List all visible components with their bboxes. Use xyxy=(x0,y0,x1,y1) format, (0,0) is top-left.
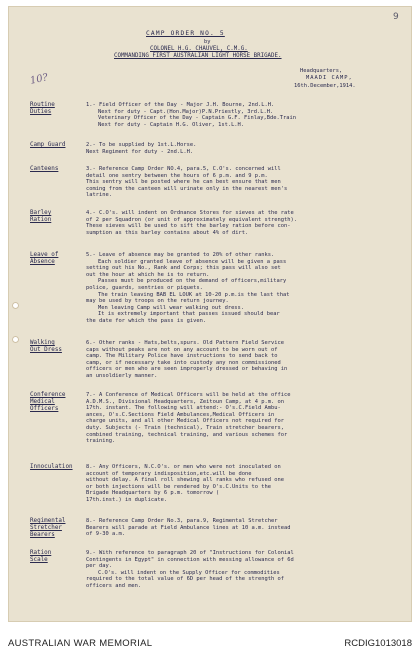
punch-hole xyxy=(12,302,19,309)
order-date: 16th.December,1914. xyxy=(294,83,356,89)
section-line: or both injections will be rendered by O's.C.Units to the xyxy=(86,483,271,490)
section-heading-inoculation xyxy=(30,464,73,471)
section-body-guard xyxy=(86,142,386,155)
section-heading-line: Medical xyxy=(30,398,55,405)
section-line: camp. The Military Police have instructions to send back to xyxy=(86,353,278,360)
section-line: 9.- With reference to paragraph 20 of "Instructions for Colonial xyxy=(86,550,294,556)
section-heading-routine xyxy=(30,102,55,116)
location-camp: MAADI CAMP, xyxy=(306,75,353,81)
section-line: Bearers will parade at Field Ambulance lines at 10 a.m. instead xyxy=(86,524,291,531)
section-line: an unsoldierly manner. xyxy=(86,372,158,379)
section-body-conference xyxy=(86,392,386,445)
section-line: training. xyxy=(86,438,116,445)
section-line: 1.- Field Officer of the Day - Major J.H. Bourne, 2nd.L.H. xyxy=(86,102,275,108)
section-line: Next Regiment for duty - 2nd.L.H. xyxy=(86,148,194,155)
section-line: caps without peaks are not on any account to be worn out of xyxy=(86,346,278,353)
section-line: 17th. instant. The following will attend:- O's.C.Field Ambu- xyxy=(86,405,281,412)
archive-id: RCDIG1013018 xyxy=(344,638,412,649)
section-body-walking xyxy=(86,340,386,380)
section-line: C.O's. will indent on the Supply Officer for commodities xyxy=(98,569,280,576)
section-heading-ration xyxy=(30,550,51,564)
archive-name: AUSTRALIAN WAR MEMORIAL xyxy=(8,638,153,649)
section-line: Contingents in Egypt" in connection with messing allowance of 6d xyxy=(86,556,294,563)
section-heading-line: Bearers xyxy=(30,531,55,538)
section-heading-line: Ration xyxy=(30,216,52,223)
section-line: combined training, technical training, and various schemes for xyxy=(86,431,288,438)
section-line: setting out his No., Rank and Corps; this pass will also set xyxy=(86,265,281,272)
section-line: sumption as this barley contains about 4% of dirt. xyxy=(86,229,249,236)
section-heading-guard xyxy=(30,142,65,149)
order-command: COMMANDING FIRST AUSTRALIAN LIGHT HORSE BRIGADE. xyxy=(114,53,282,59)
section-line: 8.- Any Officers, N.C.O's. or men who were not inoculated on xyxy=(86,464,281,470)
section-line: duty. Subjects (- Train (technical), Train stretcher bearers, xyxy=(86,424,284,431)
section-line: required to the total value of 6D per head of the strength of xyxy=(86,576,284,583)
section-line: without delay. A final roll shewing all ranks who refused one xyxy=(86,477,284,484)
section-body-stretcher xyxy=(86,518,386,538)
section-heading-line: Conference xyxy=(30,392,66,398)
section-body-leave xyxy=(86,252,386,325)
section-heading-line: Stretcher xyxy=(30,524,62,531)
section-line: the date for which the pass is given. xyxy=(86,317,207,324)
section-line: 7.- A Conference of Medical Officers will be held at the office xyxy=(86,392,291,398)
footer xyxy=(0,634,420,654)
section-line: It is extremely important that passes issued should bear xyxy=(98,311,280,318)
margin-annotation: 10? xyxy=(29,72,50,87)
location-headquarters: Headquarters, xyxy=(300,68,343,74)
section-heading-line: Out Dress xyxy=(30,346,62,353)
section-line: Men leaving Camp will wear walking out dress. xyxy=(98,304,245,311)
section-line: latrine. xyxy=(86,192,112,199)
section-heading-line: Camp Guard xyxy=(30,142,66,148)
section-heading-leave xyxy=(30,252,58,266)
section-body-canteens xyxy=(86,166,386,199)
section-line: 2.- To be supplied by 1st.L.Horse. xyxy=(86,142,197,148)
section-line: camp, or if necessary take into custody any non commissioned xyxy=(86,359,281,366)
section-line: Each soldier granted leave of absence will be given a pass xyxy=(98,258,287,265)
section-heading-canteens xyxy=(30,166,58,173)
section-heading-line: Regimental xyxy=(30,518,66,524)
section-heading-line: Barley xyxy=(30,210,52,216)
order-author: COLONEL H.G. CHAUVEL, C.M.G. xyxy=(150,46,248,52)
section-line: 5.- Leave of absence may be granted to 20% of other ranks. xyxy=(86,252,275,258)
order-by: by xyxy=(204,39,211,45)
section-line: A.D.M.S., Divisional Headquarters, Zeitoun Camp, at 4 p.m. on xyxy=(86,398,284,405)
section-line: out the hour at which he is to return. xyxy=(86,271,210,278)
section-line: detail one sentry between the hours of 6 p.m. and 9 p.m. xyxy=(86,172,268,179)
section-heading-line: Canteens xyxy=(30,166,59,172)
section-line: of 2 per Squadron (or unit of approximately equivalent strength). xyxy=(86,216,297,223)
section-body-routine xyxy=(86,102,386,128)
section-line: Brigade Headquarters by 6 p.m. tomorrow ( xyxy=(86,490,220,497)
section-heading-barley xyxy=(30,210,51,224)
section-heading-line: Absence xyxy=(30,258,55,265)
section-line: account of temporary indisposition,etc.will be done xyxy=(86,470,252,477)
section-heading-conference xyxy=(30,392,65,412)
order-title: CAMP ORDER NO. 5 xyxy=(146,30,225,37)
section-line: Veterinary Officer of the Day - Captain G.F. Finlay,Bde.Train xyxy=(98,115,296,122)
section-heading-line: Duties xyxy=(30,108,52,115)
section-body-ration xyxy=(86,550,386,590)
section-line: Passes must be produced on the demand of officers,military xyxy=(98,278,287,285)
section-heading-line: Officers xyxy=(30,405,59,412)
section-heading-line: Walking xyxy=(30,340,55,346)
section-line: per day. xyxy=(86,563,112,570)
section-heading-line: Routine xyxy=(30,102,55,108)
section-line: Next for duty - Capt.(Hon.Major)P.N.Priestly, 3rd.L.H. xyxy=(98,108,274,115)
section-line: police, guards, sentries or piquets. xyxy=(86,284,203,291)
section-line: 8.- Reference Camp Order No.3, para.9, Regimental Stretcher xyxy=(86,518,278,524)
section-body-inoculation xyxy=(86,464,386,504)
section-line: The train leaving BAB EL LOUK at 10-20 p.m.is the last that xyxy=(98,291,290,298)
section-line: 6.- Other ranks - Hats,belts,spurs. Old Pattern Field Service xyxy=(86,340,284,346)
section-line: charge units, and all other Medical Officers not required for xyxy=(86,418,284,425)
section-heading-walking xyxy=(30,340,62,354)
section-line: officers or men who are seen improperly dressed or behaving in xyxy=(86,366,288,373)
section-heading-line: Leave of xyxy=(30,252,59,258)
section-line: may be used by troops on the return journey. xyxy=(86,298,229,305)
section-line: 3.- Reference Camp Order NO.4, para.5, C.O's. concerned will xyxy=(86,166,281,172)
page-number: 9 xyxy=(393,12,399,22)
section-line: coming from the canteen will urinate only in the nearest men's xyxy=(86,185,288,192)
section-line: Next for duty - Captain H.G. Oliver, 1st.L.H. xyxy=(98,121,245,128)
section-body-barley xyxy=(86,210,386,236)
section-heading-line: Ration xyxy=(30,550,52,556)
section-heading-line: Innoculation xyxy=(30,464,73,470)
section-line: 4.- C.O's. will indent on Ordnance Stores for sieves at the rate xyxy=(86,210,294,216)
section-line: of 9-30 a.m. xyxy=(86,531,125,538)
section-line: These sieves will be used to sift the barley ration before con- xyxy=(86,223,291,230)
section-line: officers and men. xyxy=(86,582,142,589)
section-line: ances, O's.C.Sections Field Ambulances,Medical Officers in xyxy=(86,411,275,418)
punch-hole xyxy=(12,336,19,343)
section-line: 17th.inst.) in duplicate. xyxy=(86,496,168,503)
section-line: This sentry will be posted where he can best ensure that men xyxy=(86,179,281,186)
section-heading-stretcher xyxy=(30,518,65,538)
section-heading-line: Scale xyxy=(30,556,48,563)
